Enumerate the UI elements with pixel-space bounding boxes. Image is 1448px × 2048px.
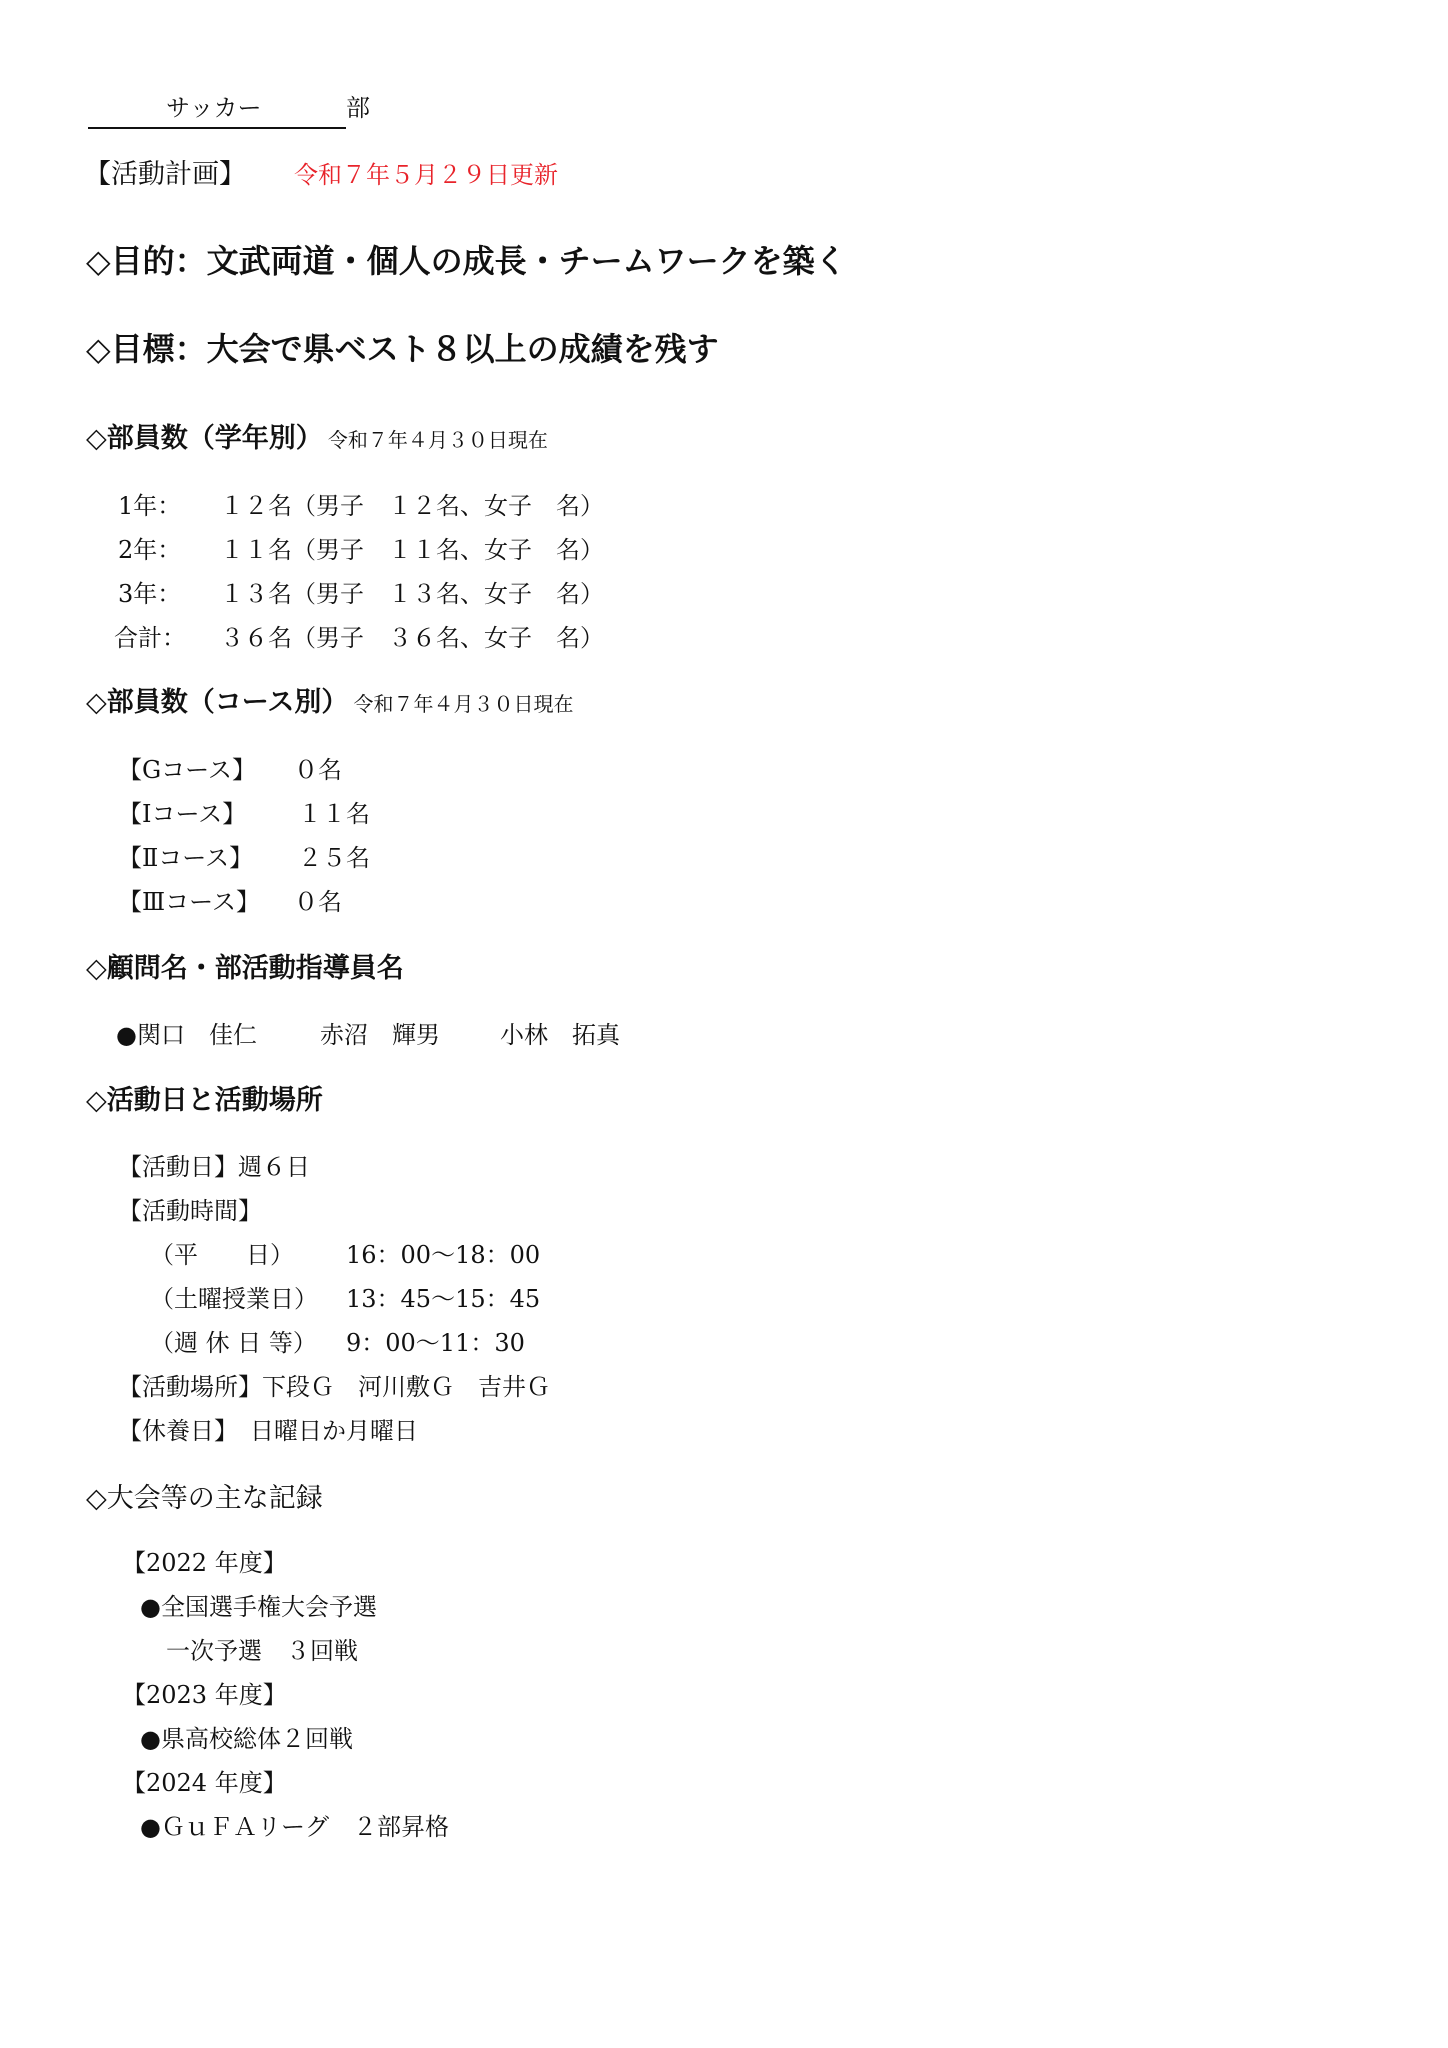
advisor-name: 赤沼 輝男	[320, 1021, 440, 1049]
records-year: 【2023 年度】	[122, 1681, 287, 1709]
course-row-label: 【Ⅰコース】	[118, 800, 247, 828]
course-row-value: ０名	[294, 888, 342, 916]
goal-heading: ◇目標：大会で県ベスト８以上の成績を残す	[86, 330, 719, 368]
club-name: サッカー	[166, 94, 262, 122]
activity-hours-row-time: 16：00～18：00	[346, 1241, 541, 1269]
club-suffix: 部	[346, 94, 370, 122]
course-row-value: １１名	[298, 800, 370, 828]
plan-updated-date: 令和７年５月２９日更新	[294, 161, 558, 189]
activity-rest-day: 【休養日】 日曜日か月曜日	[118, 1417, 418, 1445]
grade-total-value: ３６名（男子 ３６名、女子 名）	[220, 624, 604, 652]
members-by-course-as-of: 令和７年４月３０日現在	[353, 692, 574, 716]
plan-label: 【活動計画】	[84, 159, 246, 190]
records-item: ●ＧｕＦＡリーグ ２部昇格	[140, 1813, 449, 1841]
club-name-underline	[88, 127, 346, 129]
course-row-label: 【Ⅲコース】	[118, 888, 260, 916]
grade-row-label: 2年：	[118, 536, 182, 564]
advisors-heading: ◇顧問名・部活動指導員名	[86, 953, 404, 984]
advisor-name: ●関口 佳仁	[116, 1021, 257, 1049]
records-year: 【2024 年度】	[122, 1769, 287, 1797]
grade-row-label: 1年：	[118, 492, 182, 520]
purpose-heading: ◇目的：文武両道・個人の成長・チームワークを築く	[86, 242, 847, 280]
activity-hours-row-label: （平 日）	[150, 1241, 294, 1269]
activity-days: 【活動日】週６日	[118, 1153, 310, 1181]
records-year: 【2022 年度】	[122, 1549, 287, 1577]
records-item: ●県高校総体２回戦	[140, 1725, 353, 1753]
advisor-name: 小林 拓真	[500, 1021, 620, 1049]
course-row-value: ０名	[294, 756, 342, 784]
activity-place: 【活動場所】下段Ｇ 河川敷Ｇ 吉井Ｇ	[118, 1373, 550, 1401]
records-item: ●全国選手権大会予選	[140, 1593, 377, 1621]
members-by-course-title: ◇部員数（コース別）	[86, 687, 349, 718]
grade-row-value: １３名（男子 １３名、女子 名）	[220, 580, 604, 608]
grade-row-value: １２名（男子 １２名、女子 名）	[220, 492, 604, 520]
grade-row-label: 3年：	[118, 580, 182, 608]
activity-heading: ◇活動日と活動場所	[86, 1085, 323, 1116]
course-row-label: 【Ⅱコース】	[118, 844, 254, 872]
records-item: 一次予選 ３回戦	[166, 1637, 358, 1665]
members-by-course-heading	[86, 689, 574, 716]
records-heading: ◇大会等の主な記録	[86, 1483, 323, 1514]
activity-hours-row-time: 13：45～15：45	[346, 1285, 541, 1313]
activity-hours-label: 【活動時間】	[118, 1197, 262, 1225]
activity-hours-row-time: 9：00～11：30	[346, 1329, 525, 1357]
members-by-grade-title: ◇部員数（学年別）	[86, 423, 323, 454]
activity-hours-row-label: （土曜授業日）	[150, 1285, 318, 1313]
members-by-grade-heading	[86, 425, 548, 452]
course-row-label: 【Gコース】	[118, 756, 256, 784]
grade-total-label: 合計：	[114, 624, 186, 652]
course-row-value: ２５名	[298, 844, 370, 872]
grade-row-value: １１名（男子 １１名、女子 名）	[220, 536, 604, 564]
members-by-grade-as-of: 令和７年４月３０日現在	[327, 428, 548, 452]
activity-hours-row-label: （週 休 日 等）	[150, 1329, 317, 1357]
